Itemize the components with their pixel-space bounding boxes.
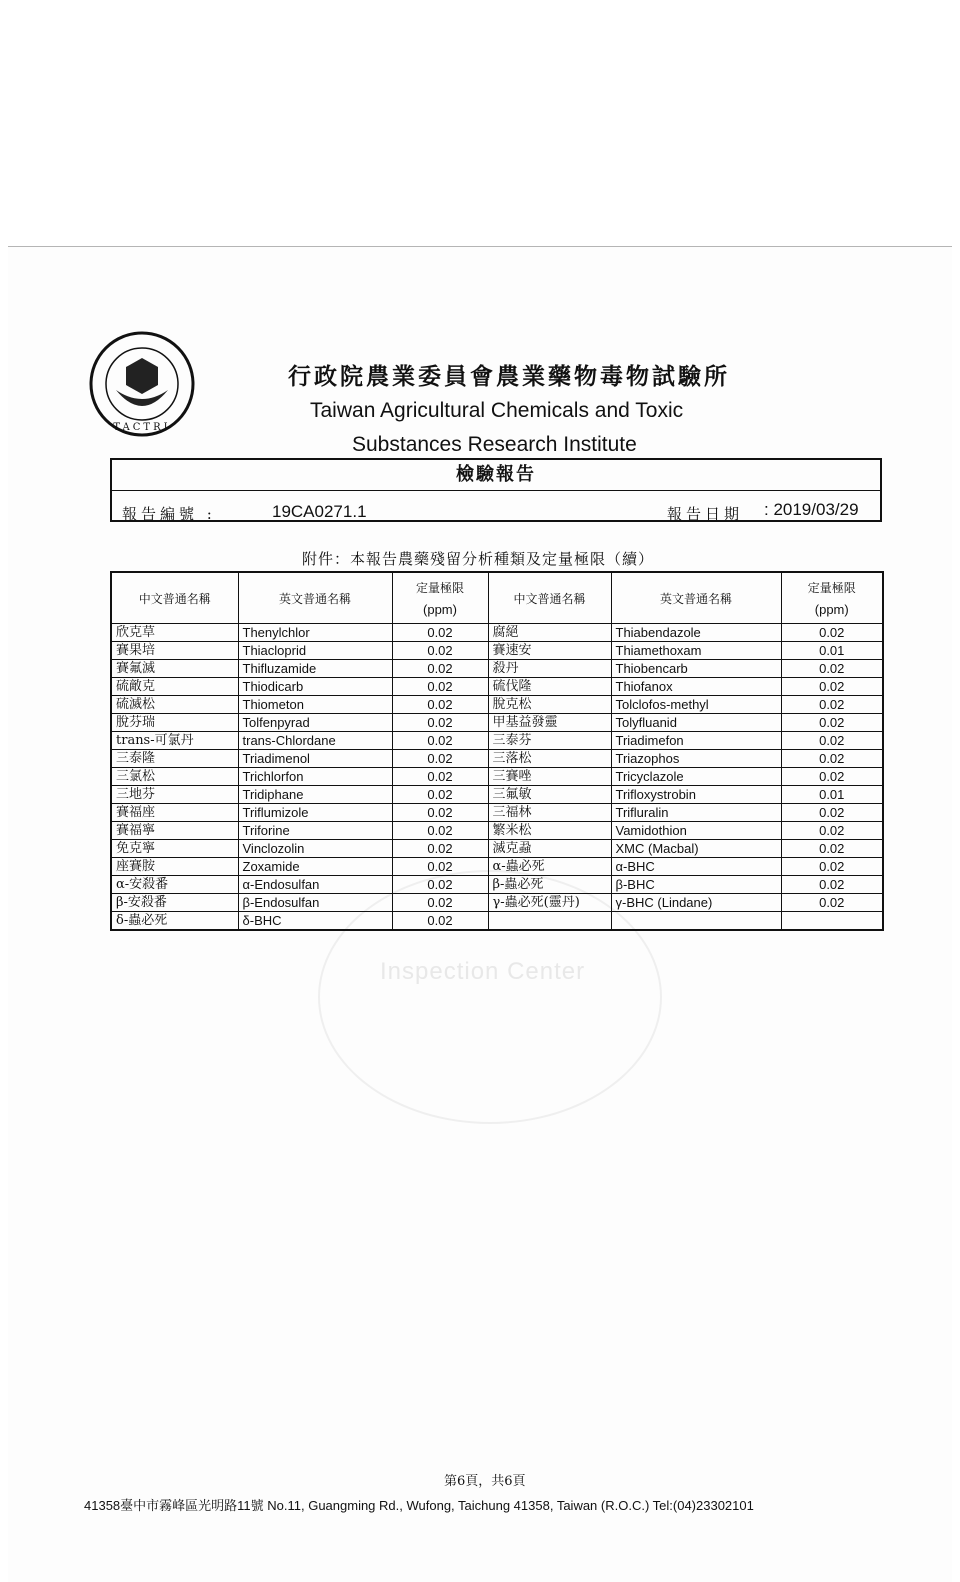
table-row (111, 840, 883, 858)
table-row (111, 678, 883, 696)
table-row (111, 894, 883, 912)
pesticide-name-zh: trans-可氯丹 (111, 732, 238, 750)
pesticide-name-en: Thiamethoxam (611, 642, 781, 660)
quantification-limit: 0.02 (781, 804, 883, 822)
pesticide-name-en: Trichlorfon (238, 768, 392, 786)
pesticide-name-en: Triadimefon (611, 732, 781, 750)
table-row (111, 624, 883, 642)
header-zh-name: 中文普通名稱 (111, 572, 238, 624)
pesticide-name-zh (488, 912, 611, 931)
table-row (111, 696, 883, 714)
institute-logo (88, 330, 196, 438)
quantification-limit (781, 912, 883, 931)
report-number-value: 19CA0271.1 (272, 502, 367, 521)
quantification-limit: 0.02 (781, 876, 883, 894)
pesticide-name-en: XMC (Macbal) (611, 840, 781, 858)
pesticide-name-zh: 滅克蝨 (488, 840, 611, 858)
report-header-box (110, 458, 882, 522)
pesticide-name-zh: 欣克草 (111, 624, 238, 642)
quantification-limit: 0.02 (392, 660, 488, 678)
pesticide-name-en: Trifluralin (611, 804, 781, 822)
pesticide-name-en: Trifloxystrobin (611, 786, 781, 804)
report-date-label: 報告日期 (667, 505, 744, 523)
quantification-limit: 0.02 (781, 714, 883, 732)
table-header-row (111, 572, 883, 624)
quantification-limit: 0.02 (392, 624, 488, 642)
pesticide-name-zh: 殺丹 (488, 660, 611, 678)
quantification-limit: 0.02 (392, 858, 488, 876)
quantification-limit: 0.02 (781, 858, 883, 876)
pesticide-name-en: trans-Chlordane (238, 732, 392, 750)
pesticide-name-zh: 賽福寧 (111, 822, 238, 840)
header-zh-name-2: 中文普通名稱 (488, 572, 611, 624)
table-row (111, 822, 883, 840)
quantification-limit: 0.02 (392, 804, 488, 822)
footer-address: 41358臺中市霧峰區光明路11號 No.11, Guangming Rd., Wufong, Taichung 41358, Taiwan (R.O.C.) Tel:(04)23302101 (84, 1498, 754, 1513)
pesticide-name-zh: 脫芬瑞 (111, 714, 238, 732)
pesticide-name-en: Vinclozolin (238, 840, 392, 858)
institute-name-en-line1: Taiwan Agricultural Chemicals and Toxic (310, 399, 684, 422)
pesticide-name-zh: 三賽唑 (488, 768, 611, 786)
pesticide-name-zh: 賽速安 (488, 642, 611, 660)
pesticide-name-en: α-BHC (611, 858, 781, 876)
pesticide-name-zh: 三氯松 (111, 768, 238, 786)
pesticide-name-zh: γ-蟲必死(靈丹) (488, 894, 611, 912)
quantification-limit: 0.02 (781, 894, 883, 912)
pesticide-name-en: Tolfenpyrad (238, 714, 392, 732)
pesticide-name-en: Triazophos (611, 750, 781, 768)
pesticide-name-zh: 賽福座 (111, 804, 238, 822)
table-row (111, 750, 883, 768)
pesticide-name-zh: δ-蟲必死 (111, 912, 238, 931)
pesticide-name-en: Thiobencarb (611, 660, 781, 678)
quantification-limit: 0.02 (392, 912, 488, 931)
pesticide-name-zh: 賽氟滅 (111, 660, 238, 678)
report-number-label: 報告編號 : (122, 505, 216, 523)
pesticide-name-en: β-BHC (611, 876, 781, 894)
pesticide-name-zh: β-安殺番 (111, 894, 238, 912)
svg-text:TACTRI: TACTRI (113, 422, 171, 433)
pesticide-name-zh: 脫克松 (488, 696, 611, 714)
pesticide-name-en: Triadimenol (238, 750, 392, 768)
table-row (111, 732, 883, 750)
pesticide-name-zh: 硫伐隆 (488, 678, 611, 696)
quantification-limit: 0.02 (392, 786, 488, 804)
pesticide-name-en: Thiodicarb (238, 678, 392, 696)
table-row (111, 714, 883, 732)
table-row (111, 768, 883, 786)
quantification-limit: 0.02 (392, 678, 488, 696)
pesticide-name-en: Vamidothion (611, 822, 781, 840)
quantification-limit: 0.02 (781, 660, 883, 678)
institute-name-zh: 行政院農業委員會農業藥物毒物試驗所 (288, 363, 730, 390)
quantification-limit: 0.02 (781, 624, 883, 642)
pesticide-name-en: α-Endosulfan (238, 876, 392, 894)
quantification-limit: 0.02 (781, 678, 883, 696)
pesticide-name-zh: 甲基益發靈 (488, 714, 611, 732)
table-row (111, 912, 883, 931)
pesticide-name-zh: 免克寧 (111, 840, 238, 858)
quantification-limit-table (110, 571, 884, 931)
header-lod-label-2: 定量極限 (807, 581, 856, 595)
pesticide-name-zh: 繁米松 (488, 822, 611, 840)
pesticide-name-zh: 三地芬 (111, 786, 238, 804)
annex-title: 附件：本報告農藥殘留分析種類及定量極限（續） (302, 550, 655, 568)
quantification-limit: 0.02 (392, 732, 488, 750)
pesticide-name-zh: β-蟲必死 (488, 876, 611, 894)
quantification-limit: 0.02 (392, 714, 488, 732)
quantification-limit: 0.02 (392, 750, 488, 768)
pesticide-name-en: β-Endosulfan (238, 894, 392, 912)
quantification-limit: 0.02 (781, 696, 883, 714)
quantification-limit: 0.01 (781, 786, 883, 804)
pesticide-name-zh: 硫敵克 (111, 678, 238, 696)
pesticide-name-en: Thiometon (238, 696, 392, 714)
pesticide-name-en: Thiabendazole (611, 624, 781, 642)
institute-name-en-line2: Substances Research Institute (352, 433, 637, 456)
pesticide-name-en: Tolclofos-methyl (611, 696, 781, 714)
pesticide-name-zh: α-安殺番 (111, 876, 238, 894)
header-en-name-2: 英文普通名稱 (611, 572, 781, 624)
quantification-limit: 0.02 (392, 822, 488, 840)
pesticide-name-en: Tolyfluanid (611, 714, 781, 732)
page-number: 第6頁，共6頁 (444, 1474, 526, 1489)
header-lod (392, 572, 488, 624)
quantification-limit: 0.02 (781, 840, 883, 858)
quantification-limit: 0.02 (392, 696, 488, 714)
quantification-limit: 0.02 (392, 876, 488, 894)
quantification-limit: 0.01 (781, 642, 883, 660)
pesticide-name-en: Tridiphane (238, 786, 392, 804)
quantification-limit: 0.02 (781, 822, 883, 840)
header-lod-label: 定量極限 (415, 581, 464, 595)
table-row (111, 660, 883, 678)
pesticide-name-en: δ-BHC (238, 912, 392, 931)
header-lod-unit: (ppm) (423, 602, 457, 617)
pesticide-name-zh: 三落松 (488, 750, 611, 768)
pesticide-name-en: Thenylchlor (238, 624, 392, 642)
quantification-limit: 0.02 (392, 768, 488, 786)
quantification-limit: 0.02 (781, 750, 883, 768)
pesticide-name-en: γ-BHC (Lindane) (611, 894, 781, 912)
pesticide-name-zh: 賽果培 (111, 642, 238, 660)
table-row (111, 876, 883, 894)
header-en-name: 英文普通名稱 (238, 572, 392, 624)
pesticide-name-en: Zoxamide (238, 858, 392, 876)
quantification-limit: 0.02 (392, 840, 488, 858)
pesticide-name-en: Tricyclazole (611, 768, 781, 786)
pesticide-name-en: Triforine (238, 822, 392, 840)
pesticide-name-zh: 腐絕 (488, 624, 611, 642)
header-lod-2 (781, 572, 883, 624)
pesticide-name-en (611, 912, 781, 931)
table-row (111, 858, 883, 876)
header-lod-unit-2: (ppm) (814, 602, 849, 617)
pesticide-name-en: Thiofanox (611, 678, 781, 696)
pesticide-name-en: Thifluzamide (238, 660, 392, 678)
quantification-limit: 0.02 (392, 642, 488, 660)
pesticide-name-zh: 三福林 (488, 804, 611, 822)
quantification-limit: 0.02 (781, 732, 883, 750)
pesticide-name-zh: 三氟敏 (488, 786, 611, 804)
pesticide-name-zh: 三泰隆 (111, 750, 238, 768)
table-row (111, 804, 883, 822)
pesticide-name-en: Triflumizole (238, 804, 392, 822)
pesticide-name-zh: 座賽胺 (111, 858, 238, 876)
pesticide-name-zh: 硫滅松 (111, 696, 238, 714)
report-date-value: : 2019/03/29 (764, 500, 859, 519)
watermark-text: Inspection Center (380, 958, 586, 985)
pesticide-name-zh: 三泰芬 (488, 732, 611, 750)
pesticide-name-en: Thiacloprid (238, 642, 392, 660)
quantification-limit: 0.02 (392, 894, 488, 912)
table-row (111, 786, 883, 804)
pesticide-name-zh: α-蟲必死 (488, 858, 611, 876)
quantification-limit: 0.02 (781, 768, 883, 786)
table-row (111, 642, 883, 660)
report-title: 檢驗報告 (112, 460, 880, 491)
